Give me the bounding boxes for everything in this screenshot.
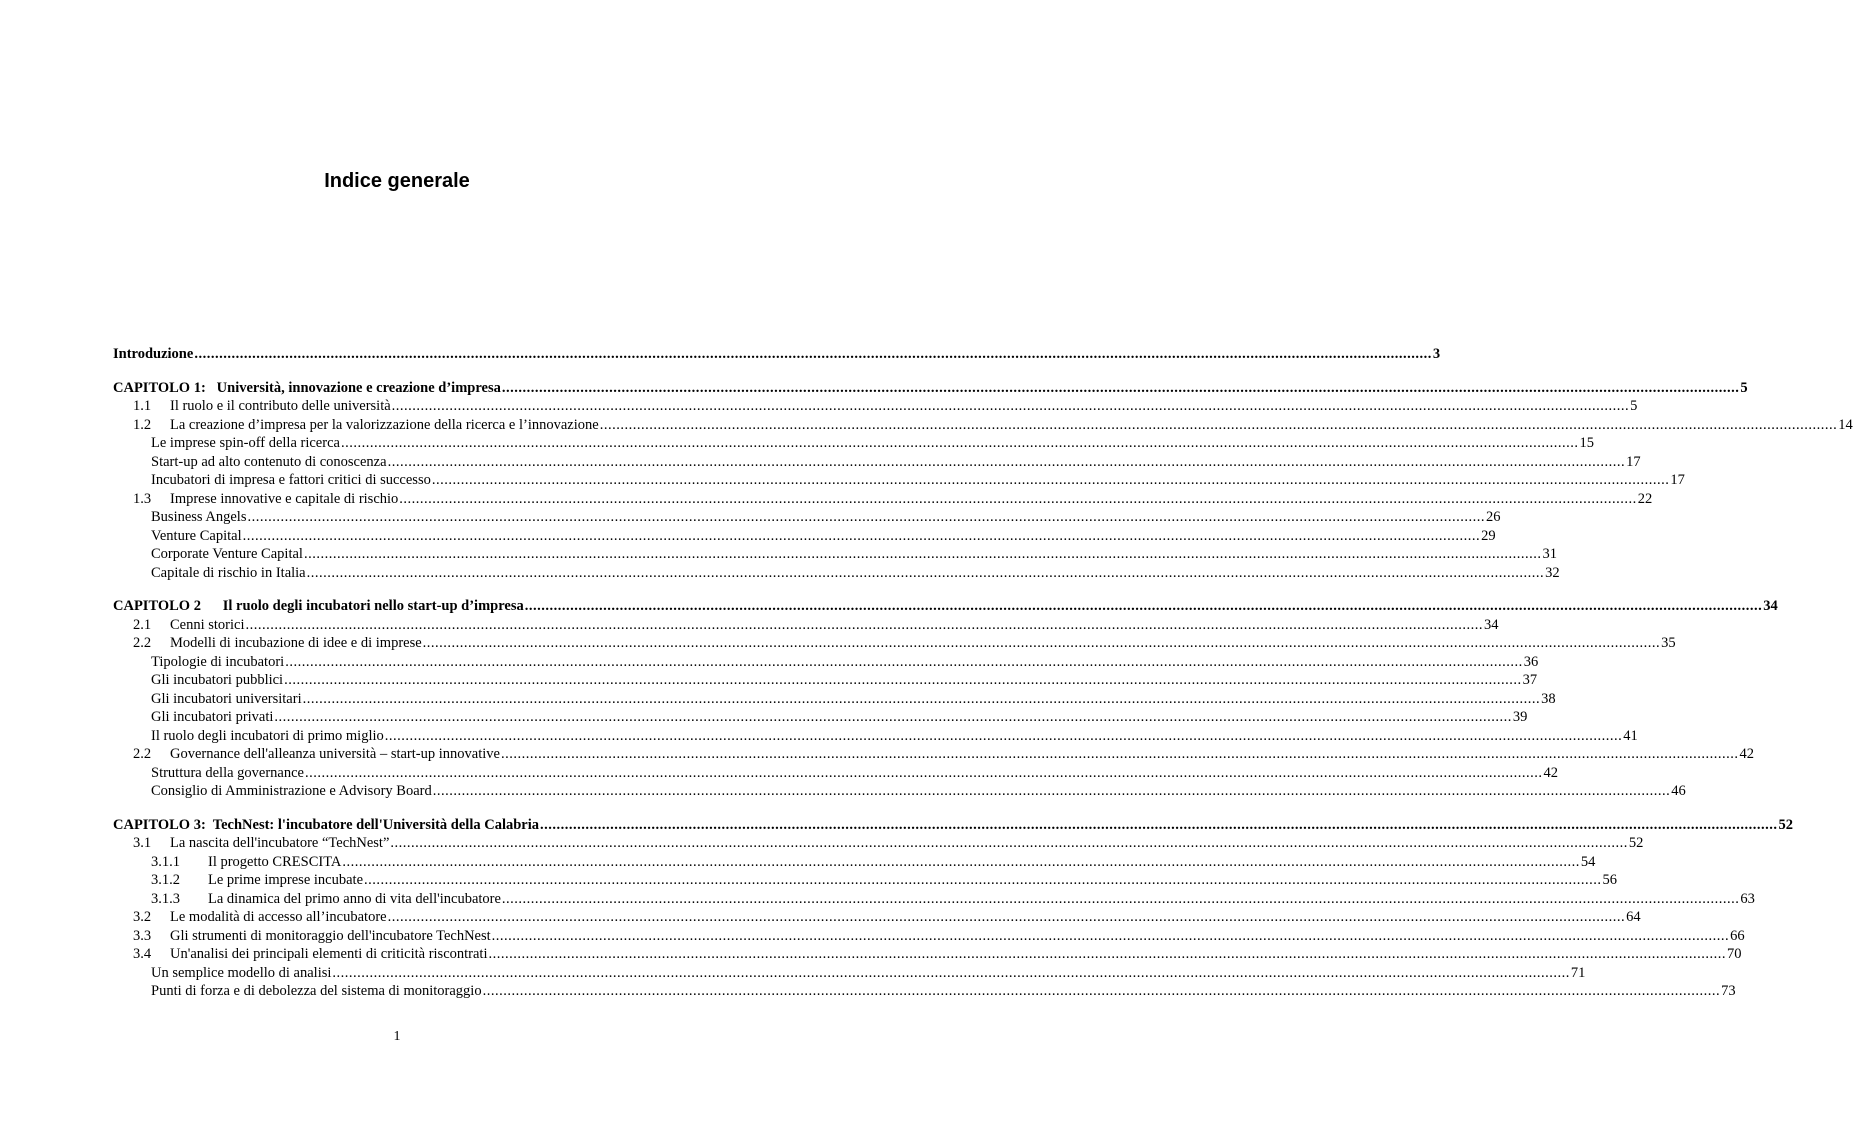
toc-dot-leader: ............................................................................................................................................................................................................................................................................................................ — [390, 835, 1628, 851]
toc-entry[interactable] — [113, 927, 1745, 946]
toc-dot-leader: ............................................................................................................................................................................................................................................................................................................ — [245, 616, 1484, 633]
toc-entry[interactable] — [113, 616, 1499, 635]
toc-dot-leader: ............................................................................................................................................................................................................................................................................................................ — [274, 709, 1512, 725]
toc-dot-leader: ............................................................................................................................................................................................................................................................................................................ — [399, 490, 1637, 507]
toc-dot-leader: ............................................................................................................................................................................................................................................................................................................ — [431, 472, 1670, 488]
toc-entry-title: Venture Capital — [151, 527, 242, 544]
toc-entry-number: 2.2 — [133, 635, 152, 651]
toc-entry-title: Consiglio di Amministrazione e Advisory Board — [151, 783, 432, 799]
toc-entry-title: Modelli di incubazione di idee e di imprese — [170, 635, 422, 651]
toc-entry[interactable] — [113, 453, 1641, 472]
toc-entry[interactable] — [113, 671, 1538, 690]
toc-entry[interactable] — [113, 545, 1557, 564]
toc-entry[interactable] — [113, 964, 1586, 983]
toc-entry-page: 41 — [1623, 727, 1638, 744]
toc-entry-title: Start-up ad alto contenuto di conoscenza — [151, 453, 387, 470]
toc-entry-title: La creazione d’impresa per la valorizzazione della ricerca e l’innovazione — [170, 416, 599, 433]
toc-entry-page: 71 — [1570, 964, 1586, 981]
toc-entry-page: 17 — [1626, 453, 1641, 470]
toc-entry[interactable] — [113, 397, 1638, 416]
toc-dot-leader: ............................................................................................................................................................................................................................................................................................................ — [303, 546, 1542, 562]
toc-entry-title: Punti di forza e di debolezza del sistema di monitoraggio — [151, 983, 482, 999]
toc-entry[interactable] — [113, 634, 1676, 653]
toc-entry-number: 3.2 — [133, 909, 152, 925]
toc-dot-leader: ............................................................................................................................................................................................................................................................................................................ — [501, 890, 1740, 907]
toc-entry-number: 3.4 — [133, 946, 152, 962]
toc-dot-leader: ............................................................................................................................................................................................................................................................................................................ — [491, 927, 1730, 944]
toc-entry-title: Gli incubatori privati — [151, 709, 274, 725]
toc-entry-title: Capitale di rischio in Italia — [151, 564, 306, 581]
toc-entry[interactable] — [113, 764, 1558, 783]
toc-entry-page: 29 — [1481, 527, 1496, 544]
toc-entry[interactable] — [113, 982, 1736, 1001]
toc-entry-title: CAPITOLO 1: Università, innovazione e creazione d’impresa — [113, 379, 501, 396]
toc-dot-leader: ............................................................................................................................................................................................................................................................................................................ — [284, 672, 1522, 688]
toc-entry[interactable] — [113, 379, 1748, 398]
toc-entry[interactable] — [113, 908, 1641, 927]
toc-entry-number: 3.1.2 — [151, 872, 180, 888]
toc-entry-title: Il ruolo degli incubatori di primo miglio — [151, 727, 384, 744]
toc-entry-page: 5 — [1630, 398, 1638, 414]
toc-entry-page: 26 — [1485, 509, 1501, 525]
toc-entry-page: 52 — [1778, 816, 1794, 833]
toc-entry-title: Incubatori di impresa e fattori critici di successo — [151, 472, 431, 488]
toc-entry-page: 3 — [1432, 346, 1441, 362]
toc-entry-title: Le imprese spin-off della ricerca — [151, 435, 340, 451]
toc-entry[interactable] — [113, 727, 1638, 746]
table-of-contents — [113, 345, 1853, 1001]
toc-entry-page: 66 — [1730, 927, 1745, 944]
toc-dot-leader: ............................................................................................................................................................................................................................................................................................................ — [306, 564, 1545, 581]
toc-entry[interactable] — [113, 345, 1441, 364]
toc-entry[interactable] — [113, 653, 1539, 672]
toc-dot-leader: ............................................................................................................................................................................................................................................................................................................ — [364, 872, 1602, 888]
toc-dot-leader: ............................................................................................................................................................................................................................................................................................................ — [194, 346, 1432, 362]
toc-entry[interactable] — [113, 945, 1742, 964]
toc-dot-leader: ............................................................................................................................................................................................................................................................................................................ — [305, 764, 1543, 781]
toc-entry-page: 34 — [1484, 616, 1499, 633]
toc-entry[interactable] — [113, 745, 1754, 764]
toc-entry-title: Gli strumenti di monitoraggio dell'incubatore TechNest — [170, 927, 491, 944]
toc-entry-page: 54 — [1580, 853, 1596, 870]
toc-entry-title: La nascita dell'incubatore “TechNest” — [170, 835, 390, 851]
toc-entry-title: CAPITOLO 3: TechNest: l'incubatore dell'Università della Calabria — [113, 816, 540, 833]
toc-entry-number: 3.1.3 — [151, 890, 180, 907]
toc-entry[interactable] — [113, 708, 1528, 727]
toc-entry-page: 36 — [1523, 653, 1539, 670]
toc-dot-leader: ............................................................................................................................................................................................................................................................................................................ — [599, 416, 1838, 433]
toc-entry[interactable] — [113, 890, 1755, 909]
toc-entry-page: 17 — [1670, 472, 1685, 488]
toc-dot-leader: ............................................................................................................................................................................................................................................................................................................ — [422, 635, 1661, 651]
toc-dot-leader: ............................................................................................................................................................................................................................................................................................................ — [302, 690, 1541, 707]
toc-entry-page: 46 — [1671, 783, 1686, 799]
toc-entry-page: 64 — [1626, 909, 1641, 925]
toc-dot-leader: ............................................................................................................................................................................................................................................................................................................ — [384, 727, 1623, 744]
toc-entry-number: 1.2 — [133, 416, 152, 433]
toc-entry-page: 39 — [1512, 709, 1528, 725]
toc-entry[interactable] — [113, 690, 1556, 709]
toc-dot-leader: ............................................................................................................................................................................................................................................................................................................ — [247, 509, 1485, 525]
toc-dot-leader: ............................................................................................................................................................................................................................................................................................................ — [332, 964, 1570, 981]
toc-entry-number: 3.3 — [133, 927, 152, 944]
toc-entry-page: 37 — [1522, 672, 1538, 688]
toc-entry[interactable] — [113, 471, 1685, 490]
toc-entry[interactable] — [113, 508, 1501, 527]
toc-entry-page: 42 — [1739, 746, 1754, 762]
toc-dot-leader: ............................................................................................................................................................................................................................................................................................................ — [391, 398, 1630, 414]
toc-entry-page: 52 — [1628, 835, 1644, 851]
toc-dot-leader: ............................................................................................................................................................................................................................................................................................................ — [285, 653, 1523, 670]
toc-entry-page: 14 — [1838, 416, 1853, 433]
toc-dot-leader: ............................................................................................................................................................................................................................................................................................................ — [524, 598, 1763, 614]
toc-entry-page: 73 — [1721, 983, 1736, 999]
toc-entry-title: Un'analisi dei principali elementi di criticità riscontrati — [170, 946, 488, 962]
toc-entry[interactable] — [113, 416, 1853, 435]
toc-entry-title: Tipologie di incubatori — [151, 653, 285, 670]
toc-dot-leader: ............................................................................................................................................................................................................................................................................................................ — [242, 527, 1481, 544]
toc-entry-page: 35 — [1661, 635, 1676, 651]
toc-entry-title: Governance dell'alleanza università – start-up innovative — [170, 746, 500, 762]
toc-entry[interactable] — [113, 527, 1496, 546]
toc-dot-leader: ............................................................................................................................................................................................................................................................................................................ — [432, 783, 1671, 799]
toc-entry[interactable] — [113, 490, 1653, 509]
toc-entry-page: 42 — [1543, 764, 1558, 781]
toc-entry-number: 2.2 — [133, 746, 152, 762]
toc-dot-leader: ............................................................................................................................................................................................................................................................................................................ — [482, 983, 1721, 999]
toc-entry[interactable] — [113, 853, 1596, 872]
toc-entry-title: Business Angels — [151, 509, 247, 525]
toc-dot-leader: ............................................................................................................................................................................................................................................................................................................ — [340, 435, 1579, 451]
toc-entry-number: 2.1 — [133, 616, 152, 633]
toc-entry-page: 38 — [1541, 690, 1556, 707]
toc-entry-title: Corporate Venture Capital — [151, 546, 303, 562]
toc-entry-number: 1.1 — [133, 398, 152, 414]
toc-dot-leader: ............................................................................................................................................................................................................................................................................................................ — [387, 453, 1626, 470]
toc-entry-title: Gli incubatori universitari — [151, 690, 302, 707]
toc-entry-title: Gli incubatori pubblici — [151, 672, 284, 688]
toc-dot-leader: ............................................................................................................................................................................................................................................................................................................ — [540, 816, 1778, 833]
toc-dot-leader: ............................................................................................................................................................................................................................................................................................................ — [342, 853, 1580, 870]
toc-dot-leader: ............................................................................................................................................................................................................................................................................................................ — [488, 946, 1726, 962]
toc-entry-page: 15 — [1579, 435, 1594, 451]
toc-entry-title: Introduzione — [113, 346, 194, 362]
toc-entry-number: 3.1 — [133, 835, 152, 851]
toc-entry-title: Il ruolo e il contributo delle università — [170, 398, 391, 414]
toc-entry-title: Il progetto CRESCITA — [208, 853, 342, 870]
toc-dot-leader: ............................................................................................................................................................................................................................................................................................................ — [387, 909, 1626, 925]
toc-entry[interactable] — [113, 871, 1618, 890]
toc-entry-title: Le prime imprese incubate — [208, 872, 364, 888]
toc-entry-page: 5 — [1740, 379, 1748, 396]
toc-entry-title: CAPITOLO 2 Il ruolo degli incubatori nello start-up d’impresa — [113, 598, 524, 614]
toc-entry-number: 3.1.1 — [151, 853, 180, 870]
toc-dot-leader: ............................................................................................................................................................................................................................................................................................................ — [500, 746, 1739, 762]
toc-entry[interactable] — [113, 782, 1686, 801]
toc-entry[interactable] — [113, 434, 1594, 453]
page-number: 1 — [393, 1029, 401, 1044]
toc-entry-title: Imprese innovative e capitale di rischio — [170, 490, 399, 507]
toc-entry[interactable] — [113, 597, 1778, 616]
toc-dot-leader: ............................................................................................................................................................................................................................................................................................................ — [501, 379, 1740, 396]
toc-entry-page: 56 — [1602, 872, 1618, 888]
toc-entry[interactable] — [113, 816, 1794, 835]
toc-entry-number: 1.3 — [133, 490, 152, 507]
toc-entry-page: 70 — [1726, 946, 1742, 962]
toc-entry-page: 63 — [1740, 890, 1755, 907]
toc-entry-page: 31 — [1542, 546, 1557, 562]
toc-entry-page: 32 — [1545, 564, 1560, 581]
toc-entry-title: Un semplice modello di analisi — [151, 964, 332, 981]
toc-entry-page: 22 — [1637, 490, 1653, 507]
toc-entry-title: Cenni storici — [170, 616, 245, 633]
toc-entry[interactable] — [113, 834, 1644, 853]
toc-entry-page: 34 — [1763, 598, 1778, 614]
page-title: Indice generale — [324, 170, 470, 192]
toc-entry-title: La dinamica del primo anno di vita dell'incubatore — [208, 890, 501, 907]
toc-entry-title: Struttura della governance — [151, 764, 304, 781]
toc-entry-title: Le modalità di accesso all’incubatore — [170, 909, 387, 925]
toc-entry[interactable] — [113, 564, 1560, 583]
